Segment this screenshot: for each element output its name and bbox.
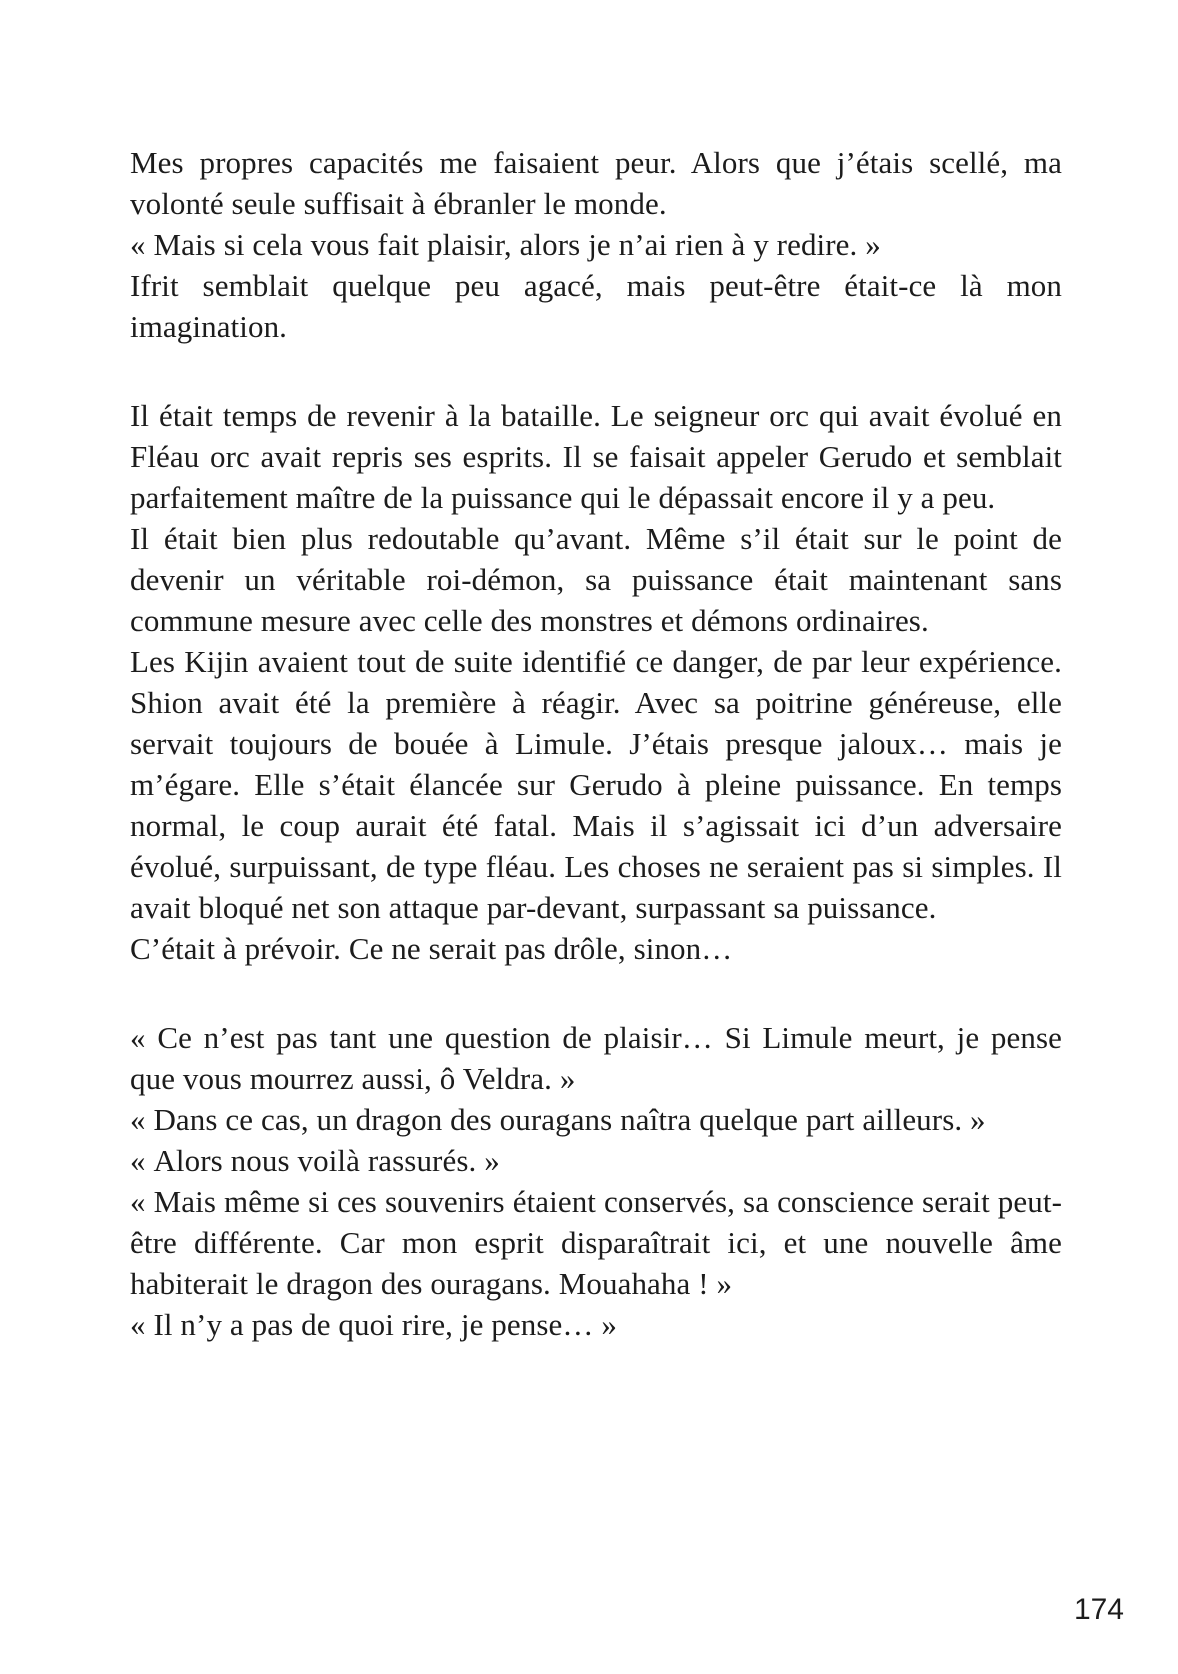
- paragraph: Mes propres capacités me faisaient peur. Alors que j’étais scellé, ma volonté seule suffisait à ébranler le monde.: [130, 145, 1062, 221]
- paragraph-block: [130, 1017, 1062, 1345]
- page-number: 174: [1073, 1593, 1124, 1626]
- paragraph: « Mais même si ces souvenirs étaient conservés, sa conscience serait peut-être différente. Car mon esprit disparaîtrait ici, et une nouvelle âme habiterait le dragon des ouragans. Mouahaha ! »: [130, 1184, 1062, 1301]
- paragraph: « Ce n’est pas tant une question de plaisir… Si Limule meurt, je pense que vous mourrez aussi, ô Veldra. »: [130, 1020, 1062, 1096]
- paragraph: « Il n’y a pas de quoi rire, je pense… »: [130, 1307, 617, 1342]
- paragraph: Les Kijin avaient tout de suite identifié ce danger, de par leur expérience. Shion avait été la première à réagir. Avec sa poitrine généreuse, elle servait toujours de bouée à Limule. J’étais presque jaloux… mais je m’égare. Elle s’était élancée sur Gerudo à pleine puissance. En temps normal, le coup aurait été fatal. Mais il s’agissait ici d’un adversaire évolué, surpuissant, de type fléau. Les choses ne seraient pas si simples. Il avait bloqué net son attaque par-devant, surpassant sa puissance.: [130, 644, 1062, 925]
- paragraph: « Dans ce cas, un dragon des ouragans naîtra quelque part ailleurs. »: [130, 1102, 986, 1137]
- paragraph: Il était temps de revenir à la bataille. Le seigneur orc qui avait évolué en Fléau orc avait repris ses esprits. Il se faisait appeler Gerudo et semblait parfaitement maître de la puissance qui le dépassait encore il y a peu.: [130, 398, 1062, 515]
- paragraph: « Mais si cela vous fait plaisir, alors je n’ai rien à y redire. »: [130, 227, 881, 262]
- paragraph: Il était bien plus redoutable qu’avant. Même s’il était sur le point de devenir un véritable roi-démon, sa puissance était maintenant sans commune mesure avec celle des monstres et démons ordinaires.: [130, 521, 1062, 638]
- paragraph-block: [130, 395, 1062, 969]
- page-text: [130, 142, 1062, 1345]
- paragraph: Ifrit semblait quelque peu agacé, mais peut-être était-ce là mon imagination.: [130, 268, 1062, 344]
- paragraph-block: [130, 142, 1062, 347]
- paragraph: « Alors nous voilà rassurés. »: [130, 1143, 500, 1178]
- paragraph: C’était à prévoir. Ce ne serait pas drôle, sinon…: [130, 931, 733, 966]
